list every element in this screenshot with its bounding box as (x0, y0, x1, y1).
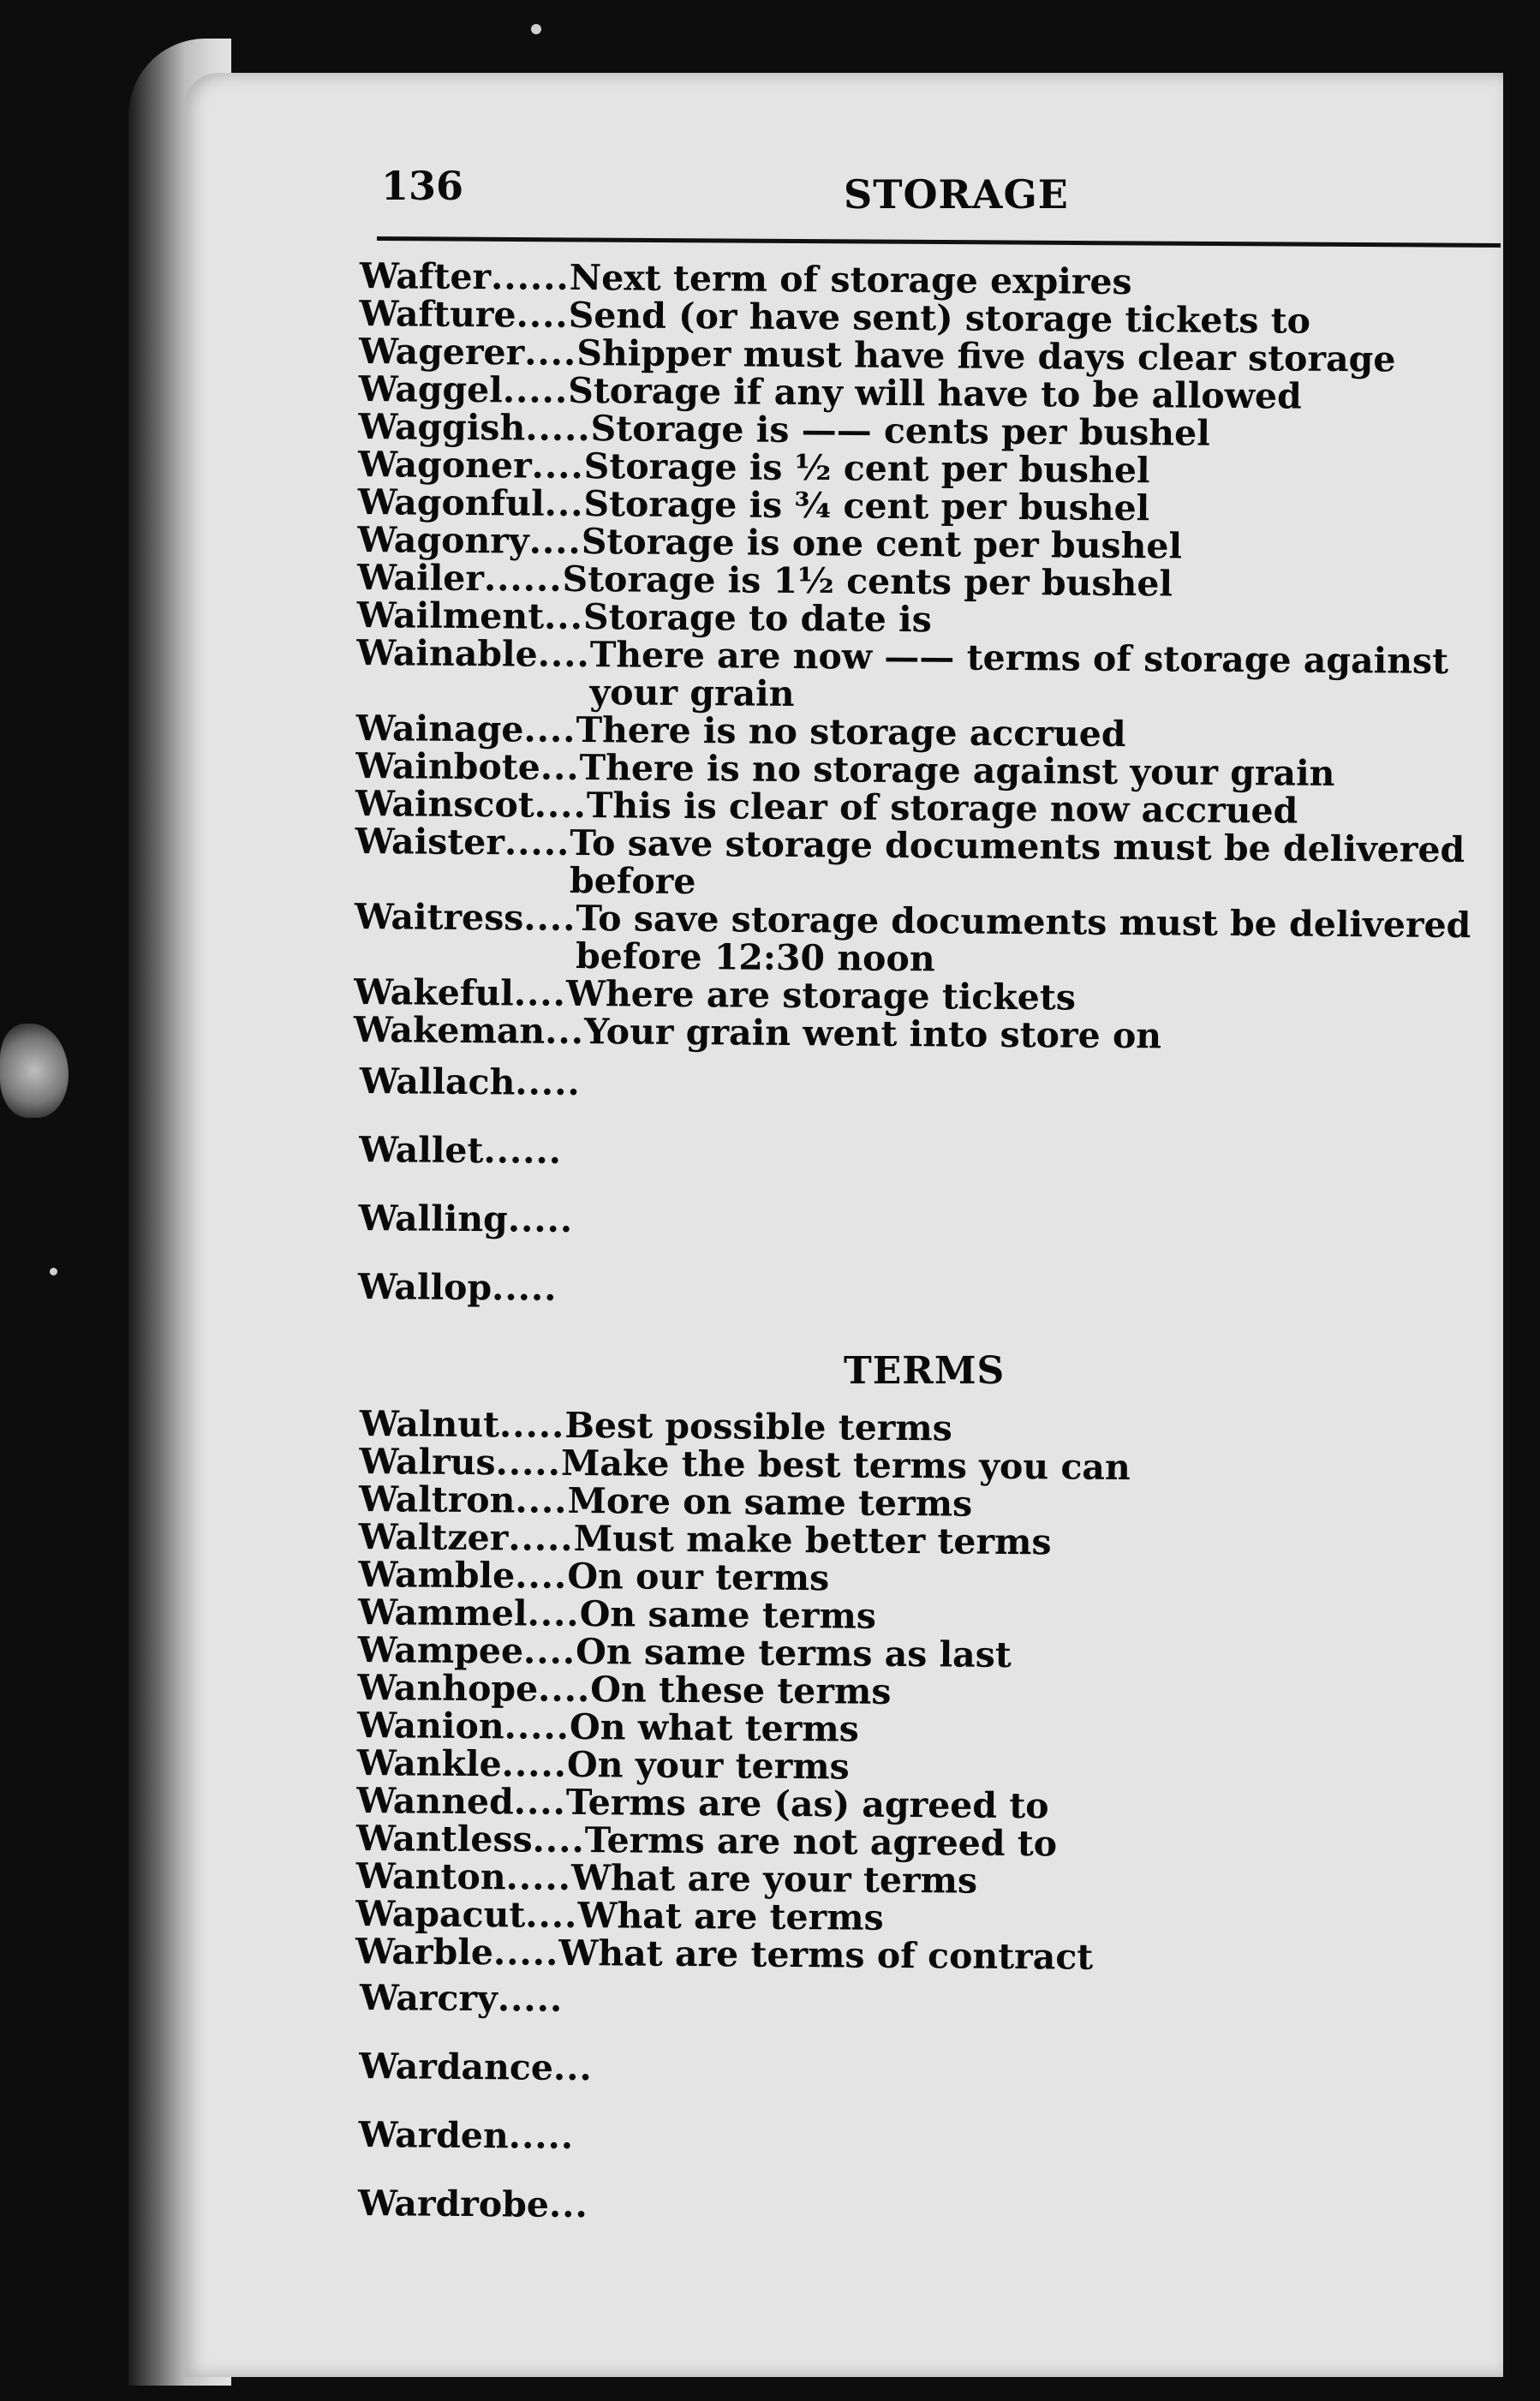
code-meaning: This is clear of storage now accrued (586, 785, 1298, 832)
code-word: Wammel (357, 1591, 528, 1634)
code-meaning: More on same terms (567, 1479, 973, 1525)
code-meaning: On these terms (590, 1669, 892, 1712)
leader-dots: ..... (515, 1061, 581, 1104)
code-meaning: Storage to date is (582, 596, 932, 641)
dust-speck (50, 1268, 57, 1275)
leader-dots: ..... (508, 1517, 574, 1559)
code-meaning: Send (or have sent) storage tickets to (568, 294, 1311, 342)
blank-code-entry (359, 1979, 1490, 2056)
leader-dots: .... (524, 331, 577, 373)
blank-code-entry (359, 1128, 1490, 1208)
dust-speck (531, 24, 541, 34)
blank-code-entry (357, 1265, 1489, 1345)
code-word: Wanned (356, 1779, 514, 1823)
leader-dots: ..... (492, 1932, 559, 1974)
code-word: Walling (358, 1197, 509, 1240)
code-word: Waggish (358, 405, 526, 449)
code-word: Wainable (356, 631, 538, 675)
code-meaning: Storage is —— cents per bushel (590, 408, 1210, 454)
code-word: Warble (355, 1930, 494, 1974)
code-meaning: Your grain went into store on (583, 1011, 1162, 1057)
code-meaning: On our terms (567, 1555, 830, 1599)
code-meaning: To save storage documents must be delivered before 12:30 noon (575, 898, 1471, 980)
blank-code-entry (358, 2113, 1489, 2193)
storage-section (354, 257, 1490, 1057)
code-meaning: Next term of storage expires (569, 256, 1132, 303)
code-word: Wagoner (357, 443, 532, 487)
code-word: Wampee (357, 1628, 524, 1672)
leader-dots: ..... (498, 1404, 565, 1446)
leader-dots: .... (527, 1592, 580, 1635)
leader-dots: ..... (501, 1743, 568, 1785)
code-meaning: What are your terms (570, 1856, 978, 1902)
leader-dots: ..... (491, 1267, 558, 1309)
code-word: Wakeful (354, 971, 515, 1014)
leader-dots: .... (525, 1894, 578, 1937)
code-word: Wamble (358, 1553, 516, 1597)
code-meaning: Where are storage tickets (565, 972, 1077, 1018)
code-meaning: Storage is ¾ cent per bushel (583, 483, 1150, 529)
leader-dots: .... (532, 1819, 585, 1861)
code-entry (353, 1008, 1484, 1057)
page-number: 136 (381, 163, 464, 209)
code-word: Wakeman (353, 1008, 546, 1052)
code-meaning: Shipper must have five days clear storage (576, 331, 1396, 380)
code-entry (356, 631, 1488, 718)
leader-dots: ..... (502, 369, 569, 411)
leader-dots: ... (545, 1010, 585, 1053)
leader-dots: .... (513, 1781, 567, 1823)
code-word: Waltron (358, 1478, 516, 1521)
running-title: STORAGE (844, 171, 1069, 218)
code-meaning: Must make better terms (573, 1517, 1052, 1563)
code-meaning: Terms are not agreed to (584, 1819, 1058, 1865)
code-word: Wallop (357, 1265, 492, 1309)
code-word: Wankle (356, 1741, 502, 1785)
code-meaning: Storage is 1½ cents per bushel (562, 558, 1173, 605)
leader-dots: ..... (504, 1705, 570, 1747)
leader-dots: ...... (483, 1130, 563, 1172)
terms-heading: TERMS (844, 1349, 1006, 1393)
leader-dots: ...... (483, 558, 563, 600)
code-word: Warden (358, 2113, 509, 2157)
code-word: Wainscot (355, 782, 534, 826)
code-meaning: What are terms (577, 1895, 884, 1938)
leader-dots: .... (528, 520, 582, 563)
leader-dots: .... (523, 708, 576, 750)
leader-dots: .... (515, 1555, 568, 1597)
code-word: Wailer (356, 556, 485, 600)
leader-dots: ..... (505, 1856, 572, 1898)
code-word: Wagonful (357, 481, 545, 524)
leader-dots: ...... (490, 256, 570, 298)
blank-code-entry (359, 1062, 1490, 1139)
leader-dots: ..... (508, 2115, 575, 2157)
code-meaning: On what terms (569, 1705, 859, 1750)
code-word: Wagerer (358, 330, 525, 373)
leader-dots: ..... (497, 1978, 564, 2020)
leader-dots: ..... (495, 1442, 562, 1484)
code-word: Warcry (359, 1977, 498, 2020)
code-meaning: Storage is ½ cent per bushel (583, 445, 1150, 492)
blank-code-entry (357, 2184, 1489, 2261)
code-word: Wafter (359, 255, 492, 298)
leader-dots: .... (516, 294, 569, 336)
code-word: Wapacut (355, 1892, 526, 1936)
leader-dots: ..... (504, 821, 570, 863)
code-word: Waitress (354, 895, 524, 939)
code-meaning: What are terms of contract (558, 1932, 1094, 1978)
code-meaning: There is no storage against your grain (579, 747, 1335, 794)
code-word: Wanhope (357, 1666, 539, 1710)
code-word: Wantless (355, 1817, 533, 1860)
code-word: Wallet (359, 1128, 484, 1172)
code-word: Walnut (359, 1403, 500, 1446)
leader-dots: ... (540, 746, 580, 789)
code-word: Walrus (359, 1440, 496, 1484)
code-entry (354, 895, 1485, 982)
code-word: Wafture (359, 292, 516, 336)
code-meaning: On same terms as last (575, 1630, 1012, 1675)
code-meaning: There is no storage accrued (576, 709, 1126, 756)
terms-section (355, 1405, 1490, 1979)
code-word: Wallach (359, 1060, 516, 1103)
blank-code-entry (358, 1199, 1489, 1276)
code-meaning: Storage if any will have to be allowed (568, 369, 1302, 417)
code-word: Waltzer (358, 1515, 509, 1559)
code-word: Wanion (356, 1704, 504, 1747)
code-meaning: Make the best terms you can (560, 1442, 1131, 1489)
code-meaning: On same terms (579, 1593, 877, 1637)
leader-dots: ... (552, 2046, 593, 2089)
leader-dots: ... (544, 482, 584, 525)
code-word: Waister (355, 820, 505, 863)
leader-dots: .... (531, 445, 584, 487)
code-meaning: Best possible terms (564, 1404, 953, 1449)
leader-dots: .... (537, 1668, 591, 1711)
leader-dots: .... (534, 784, 588, 827)
leader-dots: .... (522, 1630, 576, 1672)
code-meaning: Terms are (as) agreed to (565, 1781, 1049, 1827)
code-entry (355, 1932, 1486, 1979)
code-meaning: On your terms (566, 1743, 850, 1788)
code-meaning: To save storage documents must be delivered before (569, 821, 1465, 903)
code-word: Wailment (356, 594, 545, 637)
code-word: Wainbote (355, 744, 541, 788)
storage-blank-section (357, 1062, 1489, 1345)
code-word: Wardrobe (357, 2182, 550, 2225)
code-meaning: There are now —— terms of storage against your grain (589, 634, 1449, 715)
code-word: Waggel (358, 367, 504, 411)
terms-blank-section (357, 1979, 1489, 2261)
leader-dots: .... (537, 633, 590, 676)
code-entry (355, 822, 1486, 906)
leader-dots: .... (513, 972, 567, 1014)
leader-dots: ..... (507, 1198, 574, 1240)
code-word: Wardance (359, 2045, 554, 2088)
blank-code-entry (359, 2047, 1490, 2124)
code-word: Wainage (355, 707, 524, 750)
page-blot (0, 1024, 69, 1118)
leader-dots: ..... (525, 407, 591, 450)
leader-dots: .... (515, 1479, 568, 1521)
leader-dots: .... (523, 897, 576, 940)
code-meaning: Storage is one cent per bushel (581, 521, 1183, 567)
code-word: Wagonry (357, 518, 529, 562)
leader-dots: ... (543, 595, 584, 638)
code-word: Wanton (355, 1855, 506, 1898)
leader-dots: ... (548, 2183, 588, 2226)
